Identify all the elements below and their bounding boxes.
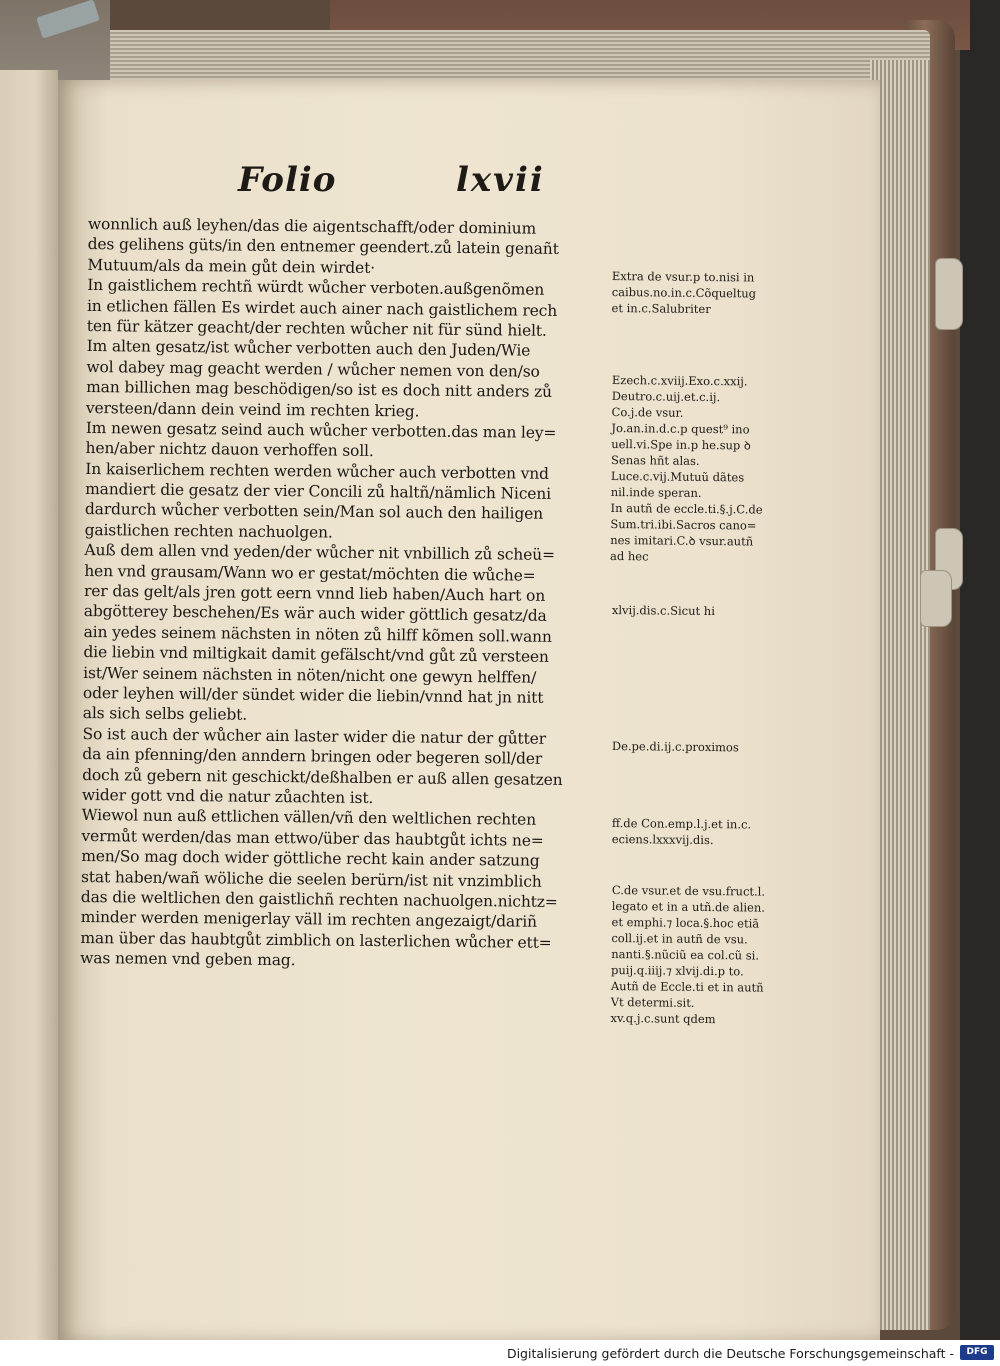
note-line: et in.c.Salubriter (611, 300, 711, 317)
text-line: In kaiserlichem rechten werden wůcher auch verbotten vnd (85, 459, 549, 483)
marginal-note (612, 815, 797, 849)
text-line: In gaistlichem rechtñ würdt wůcher verboten.außgenõmen (87, 276, 545, 299)
text-line: man über das haubtgůt zimblich on lasterlichen wůcher ett= (80, 928, 552, 952)
note-line: Vt determi.sit. (610, 994, 695, 1010)
folio-number: lxvii (456, 160, 545, 200)
page-header (238, 160, 548, 210)
marginal-note (612, 738, 797, 756)
text-line: wider gott vnd die natur zůachten ist. (81, 785, 374, 807)
note-line: Jo.an.in.d.c.p quest⁹ ino (611, 420, 750, 437)
text-line: oder leyhen will/der sündet wider die liebin/vnnd hat jn nitt (82, 683, 544, 707)
text-line: hen/aber nichtz dauon verhoffen soll. (85, 439, 374, 461)
text-line: da ain pfenning/den anndern bringen oder begeren soll/der (82, 745, 543, 768)
note-line: puij.q.iiij.⁊ xlvij.di.p to. (611, 962, 744, 979)
note-line: nil.inde speran. (610, 484, 702, 500)
text-line: ten für kätzer geacht/der rechten wůcher nit für sünd hielt. (86, 316, 547, 340)
text-line: Mutuum/als da mein gůt dein wirdet· (87, 255, 376, 277)
text-line: So ist auch der wůcher ain laster wider die natur der gůtter (82, 724, 547, 748)
note-line: uell.vi.Spe in.p he.sup ꝺ (611, 436, 751, 453)
text-line: doch zů gebern nit geschickt/deßhalben er auß allen gesatzen (82, 765, 563, 789)
text-line: des gelihens güts/in den entnemer geendert.zů latein genañt (87, 235, 559, 259)
note-line: ff.de Con.emp.l.j.et in.c. (611, 815, 752, 832)
note-line: legato et in a utñ.de alien. (611, 898, 766, 915)
text-line: das die weltlichen den gaistlichñ rechten nachuolgen.nichtz= (80, 887, 558, 911)
note-line: Sum.tri.ibi.Sacros cano= (610, 516, 757, 533)
note-line: Luce.c.vij.Mutuũ dãtes (610, 468, 745, 485)
text-line: rer das gelt/als jren gott eern vnnd lieb haben/Auch hart on (83, 582, 546, 605)
text-line: Auß dem allen vnd yeden/der wůcher nit vnbillich zů scheü= (84, 541, 555, 565)
main-text-block (80, 214, 608, 974)
funding-credit: Digitalisierung gefördert durch die Deutsche Forschungsgemeinschaft - (506, 1346, 954, 1361)
page-tab (920, 570, 952, 627)
note-line: et emphi.⁊ loca.§.hoc etiã (611, 914, 760, 931)
text-line: vermůt werden/das man ettwo/über das haubtgůt ichts ne= (81, 826, 544, 850)
text-line: stat haben/wañ wöliche die seelen berürn/ist nit vnzimblich (80, 867, 542, 891)
text-line: hen vnd grausam/Wann wo er gestat/möchten die wůche= (84, 561, 536, 585)
text-line: wonnlich auß leyhen/das die aigentschafft/oder dominium (87, 214, 537, 238)
text-line: Wiewol nun auß ettlichen vällen/vñ den weltlichen rechten (81, 806, 537, 830)
text-line: die liebin vnd miltigkait damit gefälscht/vnd gůt zů versteen (83, 643, 549, 667)
text-line: was nemen vnd geben mag. (80, 949, 296, 970)
text-line: abgötterey beschehen/Es wär auch wider göttlich gesatz/da (83, 602, 547, 626)
text-line: minder werden menigerlay väll im rechten angezaigt/dariñ (80, 908, 537, 932)
marginal-note (610, 882, 796, 1028)
note-line: nanti.§.nũciũ ea col.cũ si. (611, 946, 760, 963)
text-line: ist/Wer seinem nächsten in nöten/nicht one gewyn helffen/ (83, 663, 537, 687)
dfg-logo: DFG (960, 1345, 994, 1360)
note-line: xlvij.dis.c.Sicut hi (611, 602, 716, 619)
marginal-note (612, 602, 797, 620)
folio-label: Folio (238, 160, 337, 200)
text-line: wol dabey mag geacht werden / wůcher nemen von den/so (86, 357, 540, 381)
note-line: C.de vsur.et de vsu.fruct.l. (611, 882, 766, 899)
note-line: caibus.no.in.c.Cõqueltug (611, 284, 757, 301)
text-line: Im alten gesatz/ist wůcher verbotten auch den Juden/Wie (86, 337, 531, 360)
note-line: Deutro.c.uij.et.c.ij. (611, 388, 721, 405)
note-line: Extra de vsur.p to.nisi in (611, 268, 755, 285)
footer-bar (0, 1340, 1000, 1366)
note-line: In autñ de eccle.ti.§.j.C.de (610, 500, 763, 517)
marginal-note (610, 372, 797, 566)
text-line: ain yedes seinem nächsten in nöten zů hilff kõmen soll.wann (83, 622, 552, 646)
text-line: in etlichen fällen Es wirdet auch ainer nach gaistlichem rech (86, 296, 558, 320)
left-page-edge (0, 70, 58, 1340)
text-line: gaistlichen rechten nachuolgen. (84, 520, 333, 542)
note-line: xv.q.j.c.sunt qdem (610, 1010, 716, 1027)
note-line: De.pe.di.ij.c.proximos (611, 738, 739, 755)
note-line: coll.ij.et in autñ de vsu. (611, 930, 748, 947)
note-line: Autñ de Eccle.ti et in autñ (610, 978, 764, 995)
text-line: men/So mag doch wider göttliche recht kain ander satzung (81, 847, 540, 870)
note-line: Senas hñt alas. (611, 452, 700, 468)
marginal-note (611, 268, 796, 318)
note-line: nes imitari.C.ꝺ vsur.autñ (610, 532, 754, 549)
page-tab (935, 258, 963, 330)
text-line: man billichen mag beschödigen/so ist es doch nitt anders zů (86, 378, 553, 401)
note-line: eciens.lxxxvij.dis. (611, 831, 714, 848)
text-line: dardurch wůcher verbotten sein/Man sol auch den hailigen (84, 500, 544, 524)
note-line: ad hec (609, 548, 649, 564)
text-line: Im newen gesatz seind auch wůcher verbotten.das man ley= (85, 418, 557, 442)
text-line: mandiert die gesatz der vier Concili zů haltñ/nämlich Niceni (85, 480, 552, 503)
text-line: versteen/dann dein veind im rechten krieg. (85, 398, 420, 420)
note-line: Co.j.de vsur. (611, 404, 684, 420)
text-line: als sich selbs geliebt. (82, 704, 248, 725)
note-line: Ezech.c.xviij.Exo.c.xxij. (611, 372, 748, 389)
